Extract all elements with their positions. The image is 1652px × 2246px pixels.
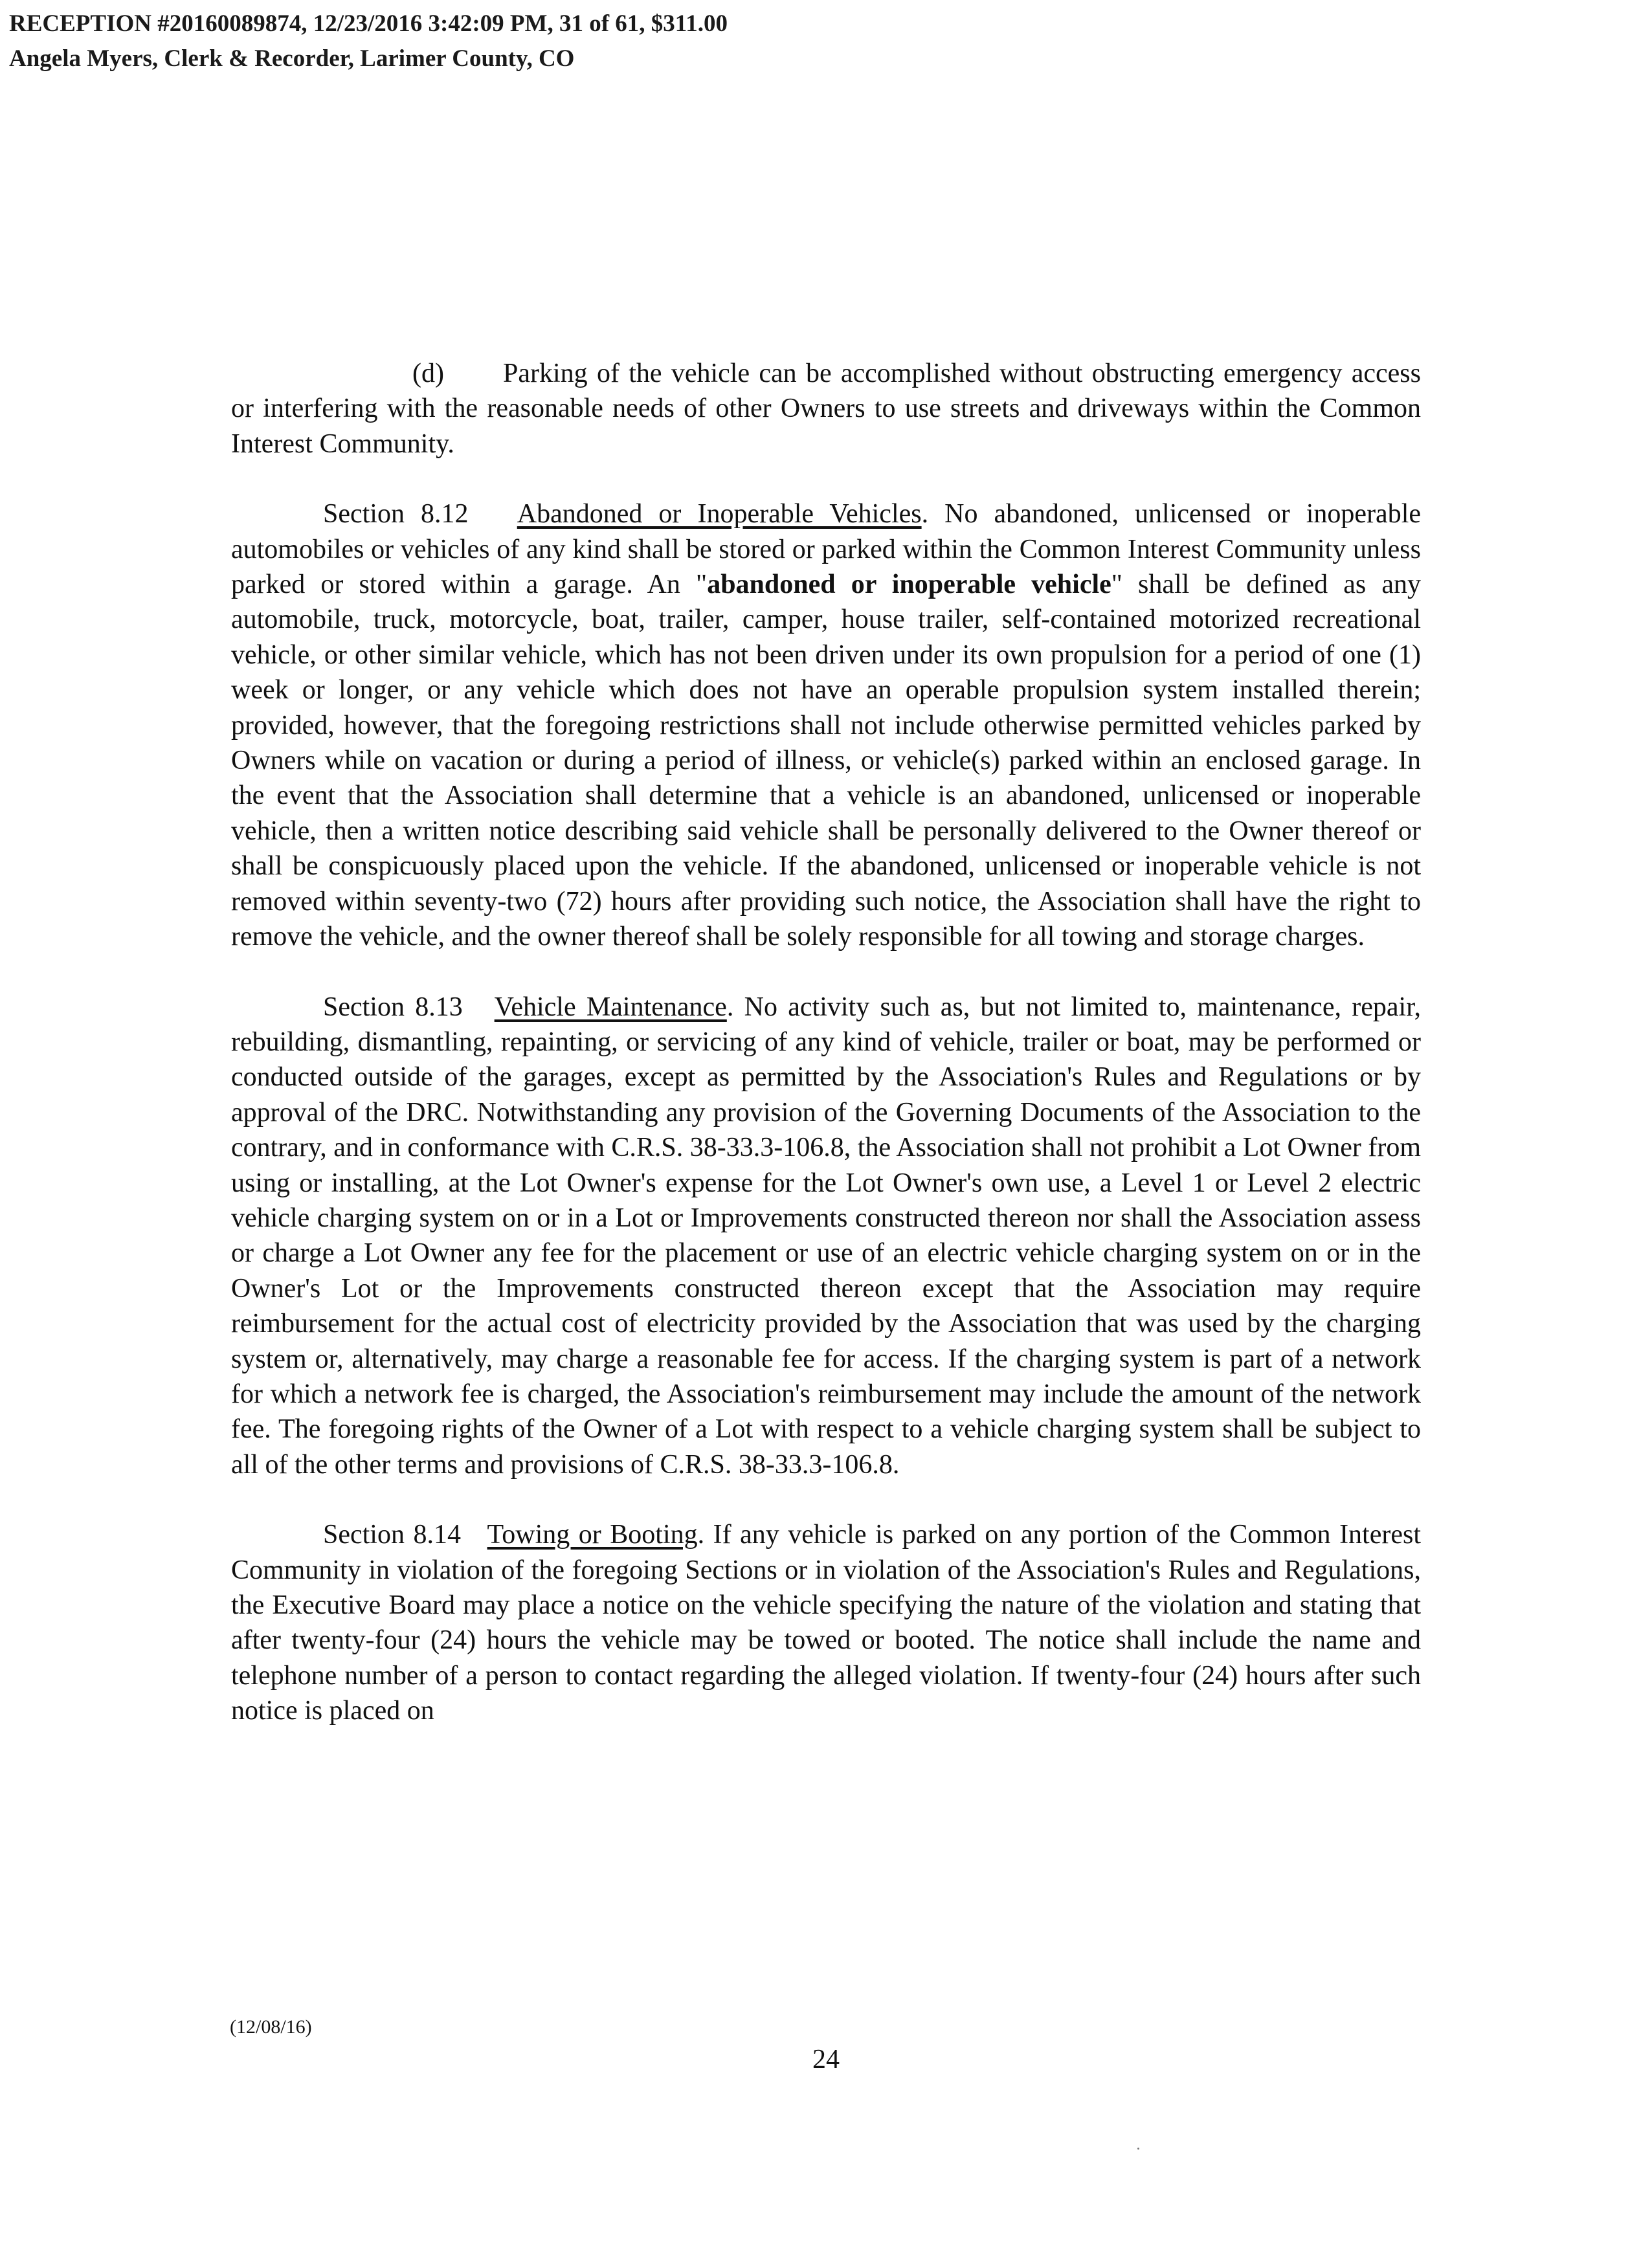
paragraph-marker: (d) <box>412 359 444 388</box>
section-text-continued: " shall be defined as any automobile, truck, motorcycle, boat, trailer, camper, house trailer, self-contained motorized recreational vehicle, or other similar vehicle, which has not been driven under its own propulsion for a period of one (1) week or longer, or any vehicle which does not have an operable propulsion system installed therein; provided, however, that the foregoing restrictions shall not include otherwise permitted vehicles parked by Owners while on vacation or during a period of illness, or vehicle(s) parked within an enclosed garage. In the event that the Association shall determine that a vehicle is an abandoned, unlicensed or inoperable vehicle, then a written notice describing said vehicle shall be personally delivered to the Owner thereof or shall be conspicuously placed upon the vehicle. If the abandoned, unlicensed or inoperable vehicle is not removed within seventy-two (72) hours after providing such notice, the Association shall have the right to remove the vehicle, and the owner thereof shall be solely responsible for all towing and storage charges. <box>231 570 1421 952</box>
section-8-12 <box>231 496 1421 954</box>
section-title: Towing or Booting <box>487 1520 698 1550</box>
section-label: Section 8.13 <box>323 992 463 1022</box>
scan-speck <box>1137 2148 1139 2150</box>
section-text: . No activity such as, but not limited to, maintenance, repair, rebuilding, dismantling, repainting, or servicing of any kind of vehicle, trailer or boat, may be performed or conducted outside of the garages, except as permitted by the Association's Rules and Regulations or by approval of the DRC. Notwithstanding any provision of the Governing Documents of the Association to the contrary, and in conformance with C.R.S. 38-33.3-106.8, the Association shall not prohibit a Lot Owner from using or installing, at the Lot Owner's expense for the Lot Owner's own use, a Level 1 or Level 2 electric vehicle charging system on or in a Lot or Improvements constructed thereon nor shall the Association assess or charge a Lot Owner any fee for the placement or use of an electric vehicle charging system on or in the Owner's Lot or the Improvements constructed thereon except that the Association may require reimbursement for the actual cost of electricity provided by the Association that was used by the charging system or, alternatively, may charge a reasonable fee for access. If the charging system is part of a network for which a network fee is charged, the Association's reimbursement may include the amount of the network fee. The foregoing rights of the Owner of a Lot with respect to a vehicle charging system shall be subject to all of the other terms and provisions of C.R.S. 38-33.3-106.8. <box>231 992 1421 1480</box>
reception-line: RECEPTION #20160089874, 12/23/2016 3:42:09 PM, 31 of 61, $311.00 <box>9 10 728 37</box>
section-text: . No abandoned, unlicensed or inoperable automobiles or vehicles of any kind shall be stored or parked within the Common Interest Community unless parked or stored within a garage. An " <box>231 499 1422 600</box>
section-8-14 <box>231 1517 1421 1728</box>
section-label: Section 8.12 <box>323 499 469 529</box>
defined-term: abandoned or inoperable vehicle <box>707 570 1111 600</box>
revision-date: (12/08/16) <box>230 2016 312 2038</box>
section-8-13 <box>231 990 1421 1483</box>
paragraph-d-text: Parking of the vehicle can be accomplished without obstructing emergency access or interfering with the reasonable needs of other Owners to use streets and driveways within the Common Interest Community. <box>231 359 1421 459</box>
paragraph-d <box>231 356 1421 461</box>
recorder-line: Angela Myers, Clerk & Recorder, Larimer County, CO <box>9 45 575 72</box>
recording-header <box>9 6 728 76</box>
section-title: Vehicle Maintenance <box>494 992 727 1022</box>
section-label: Section 8.14 <box>323 1520 461 1550</box>
page-number: 24 <box>812 2045 840 2074</box>
document-body <box>231 356 1421 1764</box>
section-text: . If any vehicle is parked on any portion of the Common Interest Community in violation of the foregoing Sections or in violation of the Association's Rules and Regulations, the Executive Board may place a notice on the vehicle specifying the nature of the violation and stating that after twenty-four (24) hours the vehicle may be towed or booted. The notice shall include the name and telephone number of a person to contact regarding the alleged violation. If twenty-four (24) hours after such notice is placed on <box>231 1520 1422 1726</box>
section-title: Abandoned or Inoperable Vehicles <box>517 499 922 529</box>
